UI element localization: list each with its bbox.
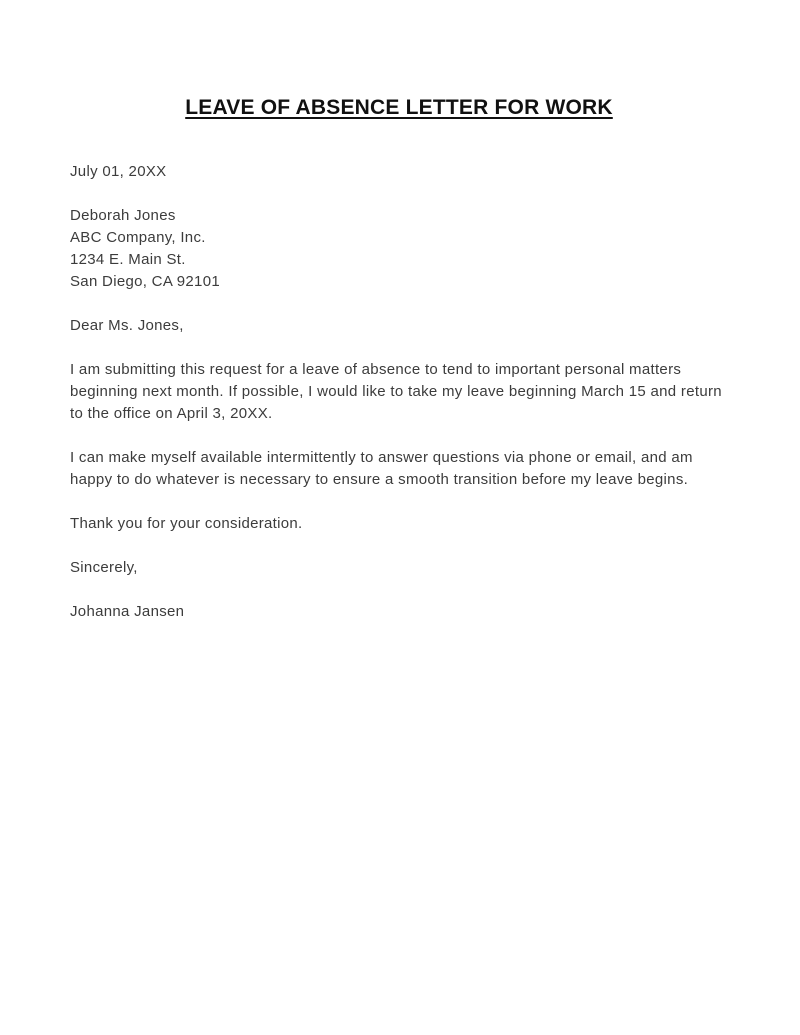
letter-date: July 01, 20XX bbox=[70, 163, 167, 180]
thank-you-line: Thank you for your consideration. bbox=[70, 515, 303, 532]
letter-title: LEAVE OF ABSENCE LETTER FOR WORK bbox=[185, 96, 613, 119]
salutation: Dear Ms. Jones, bbox=[70, 317, 184, 334]
recipient-name: Deborah Jones bbox=[70, 207, 176, 224]
body-paragraph-2: I can make myself available intermittently to answer questions via phone or email, and am happy to do whatever is necessary to ensure a smooth transition before my leave begins. bbox=[70, 449, 693, 488]
recipient-address-block bbox=[70, 205, 728, 293]
recipient-street: 1234 E. Main St. bbox=[70, 251, 186, 268]
closing: Sincerely, bbox=[70, 559, 138, 576]
recipient-city-state-zip: San Diego, CA 92101 bbox=[70, 273, 220, 290]
recipient-company: ABC Company, Inc. bbox=[70, 229, 206, 246]
signature-name: Johanna Jansen bbox=[70, 603, 185, 620]
body-paragraph-1: I am submitting this request for a leave of absence to tend to important personal matters beginning next month. If possible, I would like to take my leave beginning March 15 and return to the office on April 3, 20XX. bbox=[70, 361, 722, 422]
